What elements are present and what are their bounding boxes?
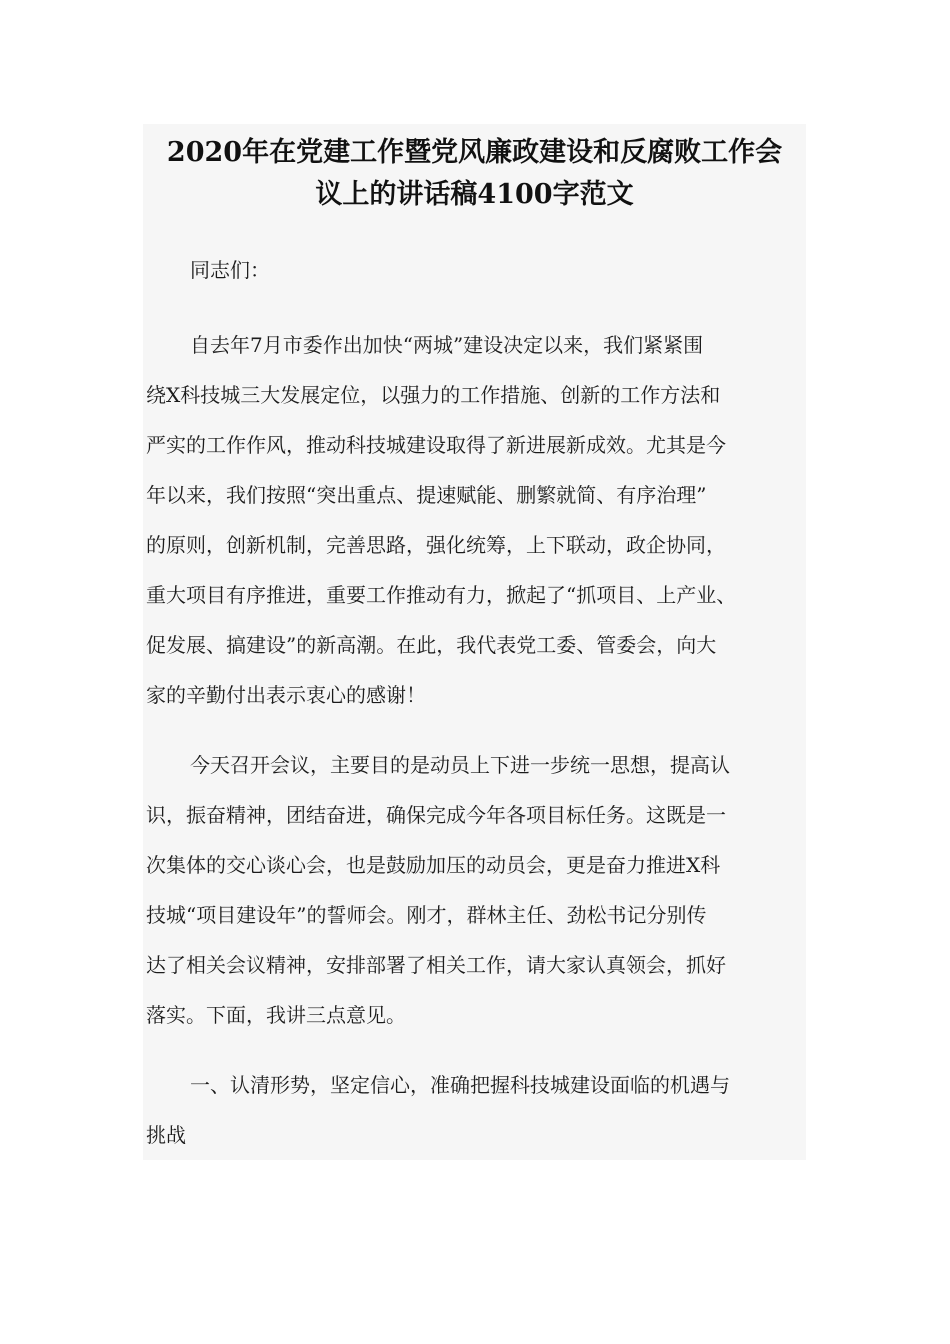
paragraph-line: 次集体的交心谈心会，也是鼓励加压的动员会，更是奋力推进X科 xyxy=(146,853,721,877)
title-line: 议上的讲话稿4100字范文 xyxy=(315,179,634,210)
paragraph-line: 达了相关会议精神，安排部署了相关工作，请大家认真领会，抓好 xyxy=(146,953,726,977)
paragraph-line: 家的辛勤付出表示衷心的感谢！ xyxy=(146,683,426,707)
title-line: 2020年在党建工作暨党风廉政建设和反腐败工作会 xyxy=(166,137,783,168)
body-paragraph-1 xyxy=(146,320,806,720)
document-title xyxy=(143,132,806,216)
greeting-paragraph xyxy=(146,245,806,295)
section-heading-line: 一、认清形势，坚定信心，准确把握科技城建设面临的机遇与 xyxy=(190,1073,730,1097)
paragraph-line: 的原则，创新机制，完善思路，强化统筹，上下联动，政企协同， xyxy=(146,533,726,557)
paragraph-line: 严实的工作作风，推动科技城建设取得了新进展新成效。尤其是今 xyxy=(146,433,726,457)
paragraph-line: 技城“项目建设年”的誓师会。刚才，群林主任、劲松书记分别传 xyxy=(146,903,707,927)
paragraph-line: 重大项目有序推进，重要工作推动有力，掀起了“抓项目、上产业、 xyxy=(146,583,737,607)
section-heading xyxy=(146,1060,806,1160)
paragraph-line: 促发展、搞建设”的新高潮。在此，我代表党工委、管委会，向大 xyxy=(146,633,717,657)
paragraph-line: 年以来，我们按照“突出重点、提速赋能、删繁就简、有序治理” xyxy=(146,483,707,507)
greeting-text: 同志们： xyxy=(190,258,270,282)
paragraph-line: 绕X科技城三大发展定位，以强力的工作措施、创新的工作方法和 xyxy=(146,383,721,407)
paragraph-line: 自去年7月市委作出加快“两城”建设决定以来，我们紧紧围 xyxy=(190,333,704,357)
body-paragraph-2 xyxy=(146,740,806,1040)
paragraph-line: 落实。下面，我讲三点意见。 xyxy=(146,1003,406,1027)
paragraph-line: 今天召开会议，主要目的是动员上下进一步统一思想，提高认 xyxy=(190,753,730,777)
section-heading-line: 挑战 xyxy=(146,1123,186,1147)
paragraph-line: 识，振奋精神，团结奋进，确保完成今年各项目标任务。这既是一 xyxy=(146,803,726,827)
